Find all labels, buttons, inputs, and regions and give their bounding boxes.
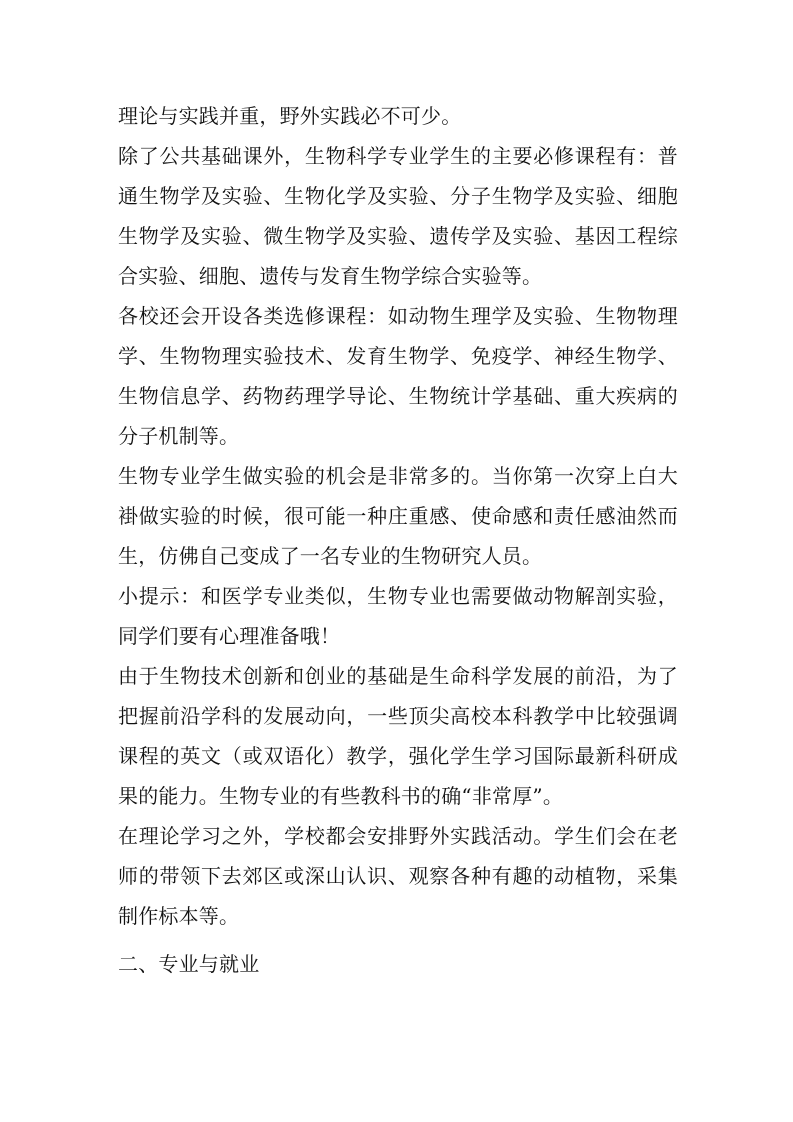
document-body <box>118 96 678 984</box>
paragraph-elective-courses: 各校还会开设各类选修课程：如动物生理学及实验、生物物理学、生物物理实验技术、发育生物学、免疫学、神经生物学、生物信息学、药物药理学导论、生物统计学基础、重大疾病的分子机制等。 <box>118 304 678 448</box>
paragraph-practice-emphasis: 理论与实践并重，野外实践必不可少。 <box>118 104 462 128</box>
section-heading: 二、专业与就业 <box>118 952 260 976</box>
paragraph-tip: 小提示：和医学专业类似，生物专业也需要做动物解剖实验，同学们要有心理准备哦！ <box>118 584 678 648</box>
paragraph-lab-experience: 生物专业学生做实验的机会是非常多的。当你第一次穿上白大褂做实验的时候，很可能一种庄重感、使命感和责任感油然而生，仿佛自己变成了一名专业的生物研究人员。 <box>118 464 678 568</box>
paragraph-bilingual-teaching: 由于生物技术创新和创业的基础是生命科学发展的前沿，为了把握前沿学科的发展动向，一些顶尖高校本科教学中比较强调课程的英文（或双语化）教学，强化学生学习国际最新科研成果的能力。生物专业的有些教科书的确“非常厚”。 <box>118 664 678 808</box>
paragraph-field-practice: 在理论学习之外，学校都会安排野外实践活动。学生们会在老师的带领下去郊区或深山认识、观察各种有趣的动植物，采集制作标本等。 <box>118 824 678 928</box>
paragraph-required-courses: 除了公共基础课外，生物科学专业学生的主要必修课程有：普通生物学及实验、生物化学及实验、分子生物学及实验、细胞生物学及实验、微生物学及实验、遗传学及实验、基因工程综合实验、细胞、遗传与发育生物学综合实验等。 <box>118 144 678 288</box>
